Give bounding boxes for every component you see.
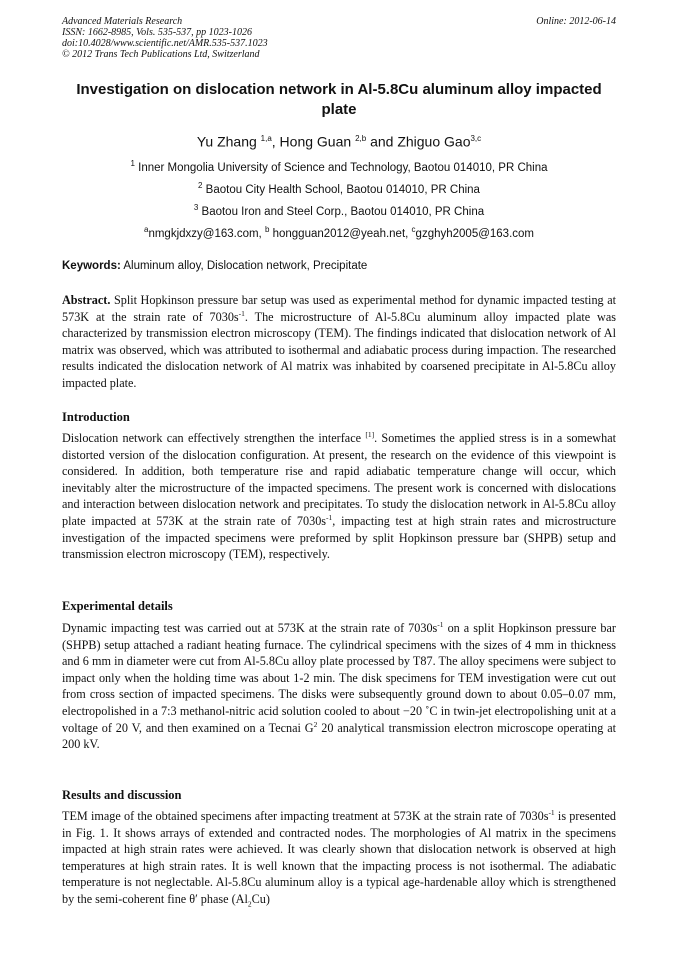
- abstract-text: . The microstructure of Al-5.8Cu aluminum alloy impacted plate was characterized by transmission electron microscopy (TEM). The findings indicated that dislocation network of Al matrix was observed, which was attributed to isothermal and adiabatic process during impaction. The researched results indicated the dislocation network of Al matrix was inhabited by coarsened precipitate in Al-5.8Cu alloy impacted plate.: [62, 309, 616, 390]
- copyright-line: © 2012 Trans Tech Publications Ltd, Switzerland: [62, 49, 260, 60]
- introduction-paragraph: [62, 430, 616, 563]
- email-link[interactable]: nmgkjdxzy@163.com,: [148, 227, 265, 240]
- body-text: Dynamic impacting test was carried out at 573K at the strain rate of 7030s: [62, 621, 438, 635]
- superscript: -1: [326, 512, 333, 522]
- section-heading-experimental: Experimental details: [62, 599, 173, 613]
- body-text: Cu): [251, 891, 270, 906]
- body-text: 20 analytical transmission electron microscope operating at 200 kV.: [62, 720, 617, 752]
- journal-name: Advanced Materials Research: [62, 16, 183, 27]
- superscript: 2: [313, 719, 318, 729]
- body-text: , impacting test at high strain rates and microstructure investigation of the impacted specimens were preformed by split Hopkinson pressure bar (SHPB) setup and transmission electron microscopy (TEM), respectively.: [62, 513, 617, 562]
- author-list: [62, 130, 616, 151]
- affiliation-text: Baotou City Health School, Baotou 014010, PR China: [202, 183, 480, 196]
- running-header: [62, 16, 616, 60]
- online-date: Online: 2012-06-14: [536, 16, 616, 27]
- body-text: is presented in Fig. 1. It shows arrays of extended and contracted nodes. The morphologies of Al matrix in the specimens impacted at high strain rates were achieved. It was clearly shown that dislocation network is observed at high temperatures at high strain rates. It is well known that the impacting process is not isothermal. The adiabatic temperature is not neglectable. Al-5.8Cu aluminum alloy is a typical age-hardenable alloy which is strengthened by the semi-coherent fine θ′ phase (Al: [62, 809, 617, 906]
- results-paragraph: [62, 808, 616, 908]
- author-name: and Zhiguo Gao: [366, 133, 471, 150]
- superscript: -1: [238, 308, 245, 318]
- author-superscript: 3,c: [470, 134, 482, 143]
- experimental-paragraph: [62, 620, 616, 753]
- body-text: TEM image of the obtained specimens after impacting treatment at 573K at the strain rate of 7030s: [62, 809, 549, 823]
- author-name: Yu Zhang: [196, 133, 261, 150]
- affiliation-marker: 3: [193, 203, 199, 212]
- section-heading-results: Results and discussion: [62, 788, 182, 802]
- abstract: [62, 292, 616, 392]
- body-text: . Sometimes the applied stress is in a somewhat distorted version of the dislocation configuration. At present, the research on the evidence of this viewpoint is considered. In addition, both temperature rise and rapid adiabatic temperature change will occur, which inevitably alter the microstructure of the impacted specimens. The present work is concerned with dislocations and interaction between dislocation network and precipitates. To study the dislocation network in Al-5.8Cu alloy plate impacted at 573K at the strain rate of 7030s: [62, 431, 616, 528]
- email-list: [62, 223, 616, 241]
- subscript: 2: [247, 899, 252, 909]
- doi-line: doi:10.4028/www.scientific.net/AMR.535-537.1023: [62, 38, 268, 49]
- keywords-text: Aluminum alloy, Dislocation network, Precipitate: [120, 260, 368, 272]
- body-text: Dislocation network can effectively strengthen the interface: [62, 431, 366, 445]
- keywords: [62, 259, 616, 273]
- affiliation-text: Inner Mongolia University of Science and Technology, Baotou 014010, PR China: [134, 161, 548, 174]
- paper-title: Investigation on dislocation network in Al-5.8Cu aluminum alloy impacted plate: [76, 81, 602, 118]
- affiliation-3: [62, 201, 616, 219]
- affiliation-1: [62, 157, 616, 175]
- email-link[interactable]: hongguan2012@yeah.net,: [269, 227, 412, 240]
- author-superscript: 2,b: [355, 134, 367, 143]
- author-superscript: 1,a: [260, 134, 272, 143]
- abstract-label: Abstract.: [62, 293, 111, 307]
- email-marker: a: [144, 225, 149, 234]
- issn-line: ISSN: 1662-8985, Vols. 535-537, pp 1023-1026: [62, 27, 252, 38]
- abstract-text: Split Hopkinson pressure bar setup was used as experimental method for dynamic impacted testing at 573K at the strain rate of 7030s: [62, 293, 616, 324]
- affiliation-marker: 2: [198, 181, 203, 190]
- citation-ref[interactable]: [1]: [365, 429, 375, 439]
- body-text: on a split Hopkinson pressure bar (SHPB) setup attached a radiant heating furnace. The cylindrical specimens with the sizes of 4 mm in thickness and 6 mm in diameter were cut from Al-5.8Cu alloy plate processed by T87. The alloy specimens were subject to impact only when the holding time was about 1-2 min. The disk specimens for TEM investigation were cut out from cross section of impacted specimens. The disks were subsequently ground down to about 0.05–0.07 mm, electropolished in a 7:3 methanol-nitric acid solution cooled to about −20 ˚C in twin-jet electropolishing unit at a voltage of 20 V, and then examined on a Tecnai G: [62, 621, 616, 735]
- superscript: -1: [548, 807, 555, 817]
- superscript: -1: [437, 619, 444, 629]
- affiliation-text: Baotou Iron and Steel Corp., Baotou 014010, PR China: [198, 205, 485, 218]
- email-link[interactable]: gzghyh2005@163.com: [415, 227, 534, 240]
- email-marker: b: [264, 225, 270, 234]
- author-name: , Hong Guan: [271, 133, 356, 150]
- keywords-label: Keywords:: [62, 260, 121, 272]
- affiliation-marker: 1: [130, 159, 135, 168]
- section-heading-introduction: Introduction: [62, 410, 130, 424]
- email-marker: c: [411, 225, 416, 234]
- affiliation-2: [62, 179, 616, 197]
